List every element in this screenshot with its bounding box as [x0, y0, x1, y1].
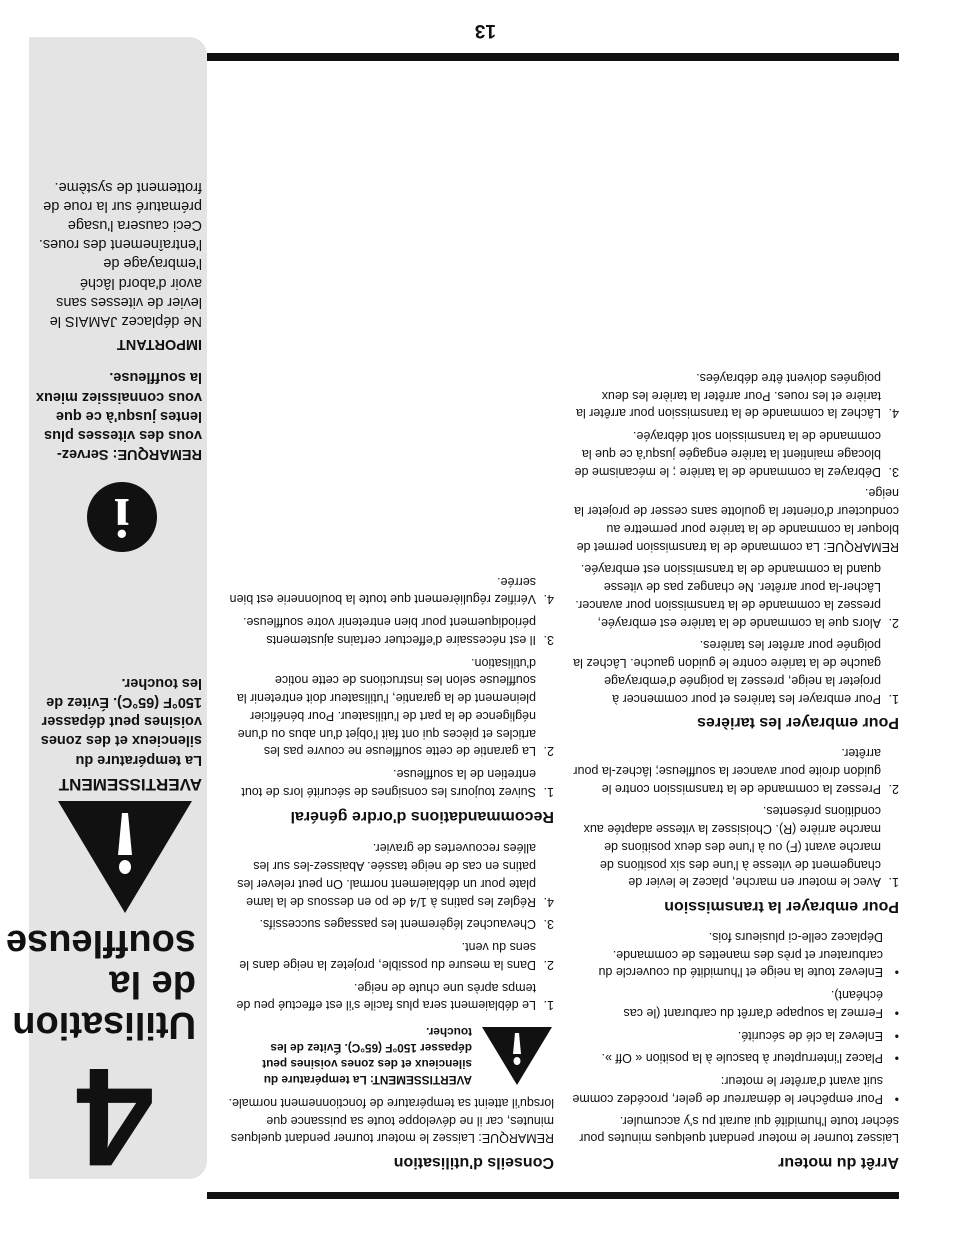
tips-title: Conseils d'utilisation [393, 1154, 554, 1171]
list-item: • Placez l'interrupteur à bascule à la position « Off ». [601, 1051, 899, 1066]
list-item: 4. Lâchez la commande de la transmission pour arrêter la tarière et les roues. Pour arrêter la tarière les deux poignées doivent être débrayées. [575, 370, 899, 421]
top-rule [207, 1192, 899, 1199]
list-item: 3. Il est nécessaire d'effectuer certains ajustements périodiquement pour bien entretenir votre souffleuse. [242, 615, 554, 647]
sidebar-warning-text: La température du silencieux et des zones voisines peut dépasser 150°F (65°C). Évitez de les toucher. [40, 675, 202, 768]
column-right [569, 363, 899, 1173]
general-list [224, 572, 554, 800]
sidebar-note-text: REMARQUE: Servez-vous des vitesses plus lentes jusqu'à ce que vous connaissiez mieux la souffleuse. [35, 369, 202, 462]
list-item: 2. Pressez la commande de la transmission contre le guidon droite pour avancer la souffleuse; lâchez-la pour arrêter. [573, 746, 899, 796]
list-item: 4. Vérifiez régulièrement que toute la boulonnerie est bien serrée. [229, 574, 554, 607]
list-item: 2. Alors que la commande de la tarière est embrayée, pressez la commande de la transmission pour avancer. Lâcher-la pour arrêter. Ne changez pas de vitesse quand la commande de la transmission est embrayée. [575, 562, 899, 630]
column-left [224, 567, 554, 1173]
augers-title: Pour embrayer les tarières [697, 714, 899, 732]
tips-warning-box [224, 1023, 554, 1087]
augers-list-continued [569, 368, 899, 480]
list-item: • Pour empêcher le démarreur de geler, procédez comme suit avant d'arrêter le moteur: [572, 1074, 899, 1106]
augers-list [569, 560, 899, 707]
list-item: 3. Chevauchez légèrement les passages successifs. [259, 917, 554, 932]
list-item: • Enlevez toute la neige et l'humidité du couvercle du carburateur et près des manettes de commande. Déplacez celle-ci plusieurs fois. [598, 929, 899, 980]
list-item: 1. Suivez toujours les consignes de sécurité lors de tout entretien de la souffleuse. [241, 767, 554, 799]
list-item: 1. Avec le moteur en marche, placez le levier de changement de vitesse à l'une des six positions de marche avant (F) ou à l'une des deux positions de marche arrière (R). Choisissez la vitesse adaptée aux conditions présentes. [583, 804, 899, 890]
warning-triangle-icon [54, 797, 196, 917]
chapter-title: Utilisation de la souffleuse [5, 921, 196, 1046]
list-item: 1. Pour embrayer les tarières et pour commencer à projeter la neige, pressez la poignée d'embrayage gauche de la tarière contre le guidon gauche. Lâchez la poignée pour arrêter les tarières. [573, 638, 899, 706]
sidebar-warning-heading: AVERTISSEMENT [58, 775, 202, 794]
sidebar-important-heading: IMPORTANT [116, 336, 202, 352]
stop-intro: Laissez tourner le moteur pendant quelques minutes pour sécher toute l'humidité qui aurait pu s'y accumuler. [579, 1113, 899, 1146]
sidebar-important [32, 177, 202, 353]
transmission-list [569, 743, 899, 890]
page-number: 13 [474, 20, 496, 41]
sidebar-warning [32, 673, 202, 795]
tips-list [224, 839, 554, 1014]
sidebar-important-text: Ne déplacez JAMAIS le levier de vitesses sans avoir d'abord lâché l'embrayage de l'entraînement des roues. Ceci causera l'usage prématuré sur la roue de frottement de système. [38, 179, 202, 329]
sidebar-note [32, 367, 202, 463]
augers-note: REMARQUE: La commande de la transmission permet de bloquer la commande de la tarière pour permettre au conducteur d'orienter la goulotte sans cesser de projeter la neige. [574, 486, 899, 554]
tips-note: REMARQUE: Laissez le moteur tourner pendant quelques minutes, car il ne développe toute sa puissance que lorsqu'il atteint sa température de fonctionnement normale. [228, 1095, 554, 1146]
list-item: • Enlevez la clé de sécurité. [737, 1028, 899, 1043]
tips-warning-text: AVERTISSEMENT: La température du silencieux et des zones voisines peut dépasser 150°F (65°C). Évitez de les toucher. [262, 1025, 472, 1088]
list-item: 2. La garantie de cette souffleuse ne couvre pas les articles et pièces qui ont fait l'objet d'un abus ou d'une négligence de la part de l'utilisateur. Pour bénéficier pleinement de la garantie, l'utilisateur doit entretenir la souffleuse selon les instructions de cette notice d'utilisation. [236, 655, 554, 759]
list-item: • Fermez la soupape d'arrêt du carburant (le cas échéant). [623, 988, 899, 1020]
chapter-number: 4 [76, 1039, 154, 1196]
list-item: 4. Réglez les patins à 1/4 de po en dessous de la lame plate pour un déblaiement normal. On peut relever les patins en cas de neige tassée. Abaissez-les sur les allées recouvertes de gravier. [237, 841, 554, 909]
bottom-rule [207, 53, 899, 61]
stop-title: Arrêt du moteur [778, 1154, 899, 1171]
list-item: 2. Dans la mesure du possible, projetez la neige dans le sens du vent. [239, 940, 554, 972]
info-icon: i [87, 482, 157, 552]
list-item: 3. Débrayez la commande de la tarière ; le mécanisme de blocage maintient la tarière engagée jusqu'à ce que la commande de la transmission soit débrayée. [574, 429, 899, 479]
list-item: 1. Le déblaiement sera plus facile s'il est effectué peu de temps après une chute de neige. [236, 980, 554, 1013]
warning-triangle-icon [480, 1025, 554, 1087]
general-title: Recommandations d'ordre général [290, 807, 554, 825]
stop-list [569, 927, 899, 1107]
transmission-title: Pour embrayer la transmission [664, 898, 899, 916]
